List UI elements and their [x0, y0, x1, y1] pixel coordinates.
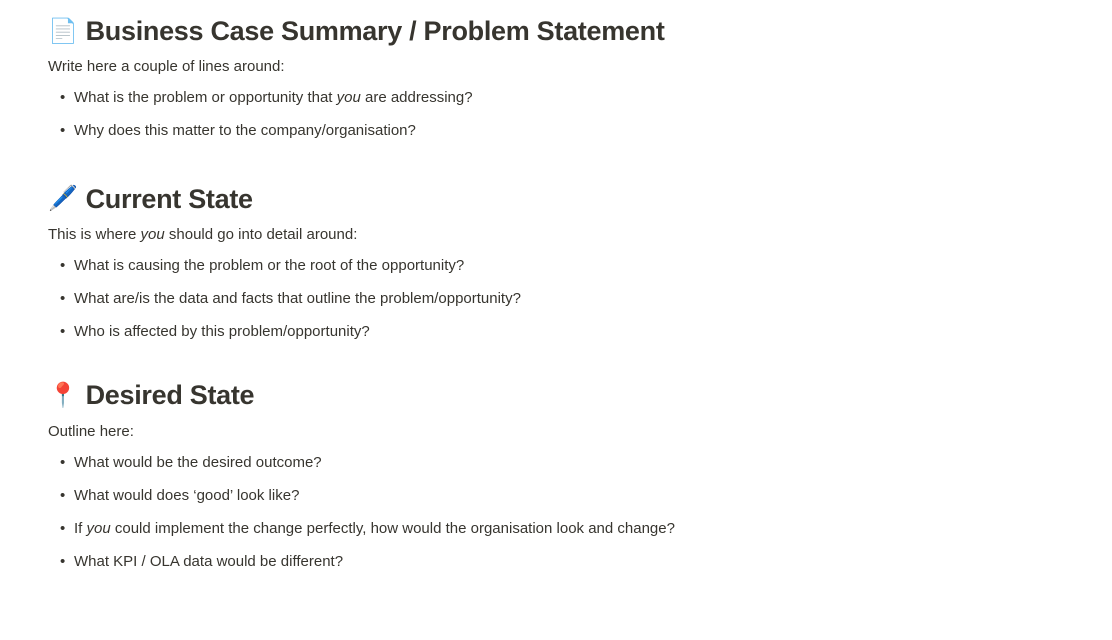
section-heading: [48, 378, 1064, 413]
section-intro: Write here a couple of lines around:: [48, 58, 285, 76]
bullet-list: [48, 446, 1064, 579]
list-item: [74, 282, 1064, 315]
section-heading: [48, 14, 1064, 49]
list-item-text: Who is affected by this problem/opportunity?: [74, 323, 370, 341]
bullet-list: [48, 81, 1064, 148]
bullet-list: [48, 249, 1064, 349]
list-item: [74, 81, 1064, 114]
pen-emoji: 🖊️: [48, 185, 78, 213]
list-item: [74, 315, 1064, 348]
section-business-case-summary: [48, 14, 1064, 148]
section-spacer: [48, 148, 1064, 182]
list-item-text-tail: are addressing?: [360, 89, 473, 107]
list-item-text: What would does ‘good’ look like?: [74, 486, 300, 504]
section-intro-post: should go into detail around:: [164, 225, 358, 243]
list-item-emphasis: you: [86, 520, 111, 538]
round-pushpin-emoji: 📍: [48, 381, 78, 409]
list-item-text: What is the problem or opportunity that: [74, 89, 337, 107]
section-title: Current State: [85, 183, 253, 214]
list-item: [74, 479, 1064, 512]
section-intro-emphasis: you: [140, 225, 165, 243]
list-item-text: What KPI / OLA data would be different?: [74, 553, 344, 571]
list-item: [74, 114, 1064, 147]
list-item-text: Why does this matter to the company/organisation?: [74, 122, 416, 140]
section-heading: [48, 182, 1064, 217]
list-item-emphasis: you: [336, 89, 361, 107]
page-title: Business Case Summary / Problem Statement: [85, 16, 665, 46]
section-current-state: [48, 182, 1064, 349]
section-desired-state: [48, 378, 1064, 578]
list-item-text-tail: could implement the change perfectly, how would the organisation look and change?: [110, 520, 675, 538]
section-intro: [48, 223, 1064, 247]
section-intro: Outline here:: [48, 422, 134, 440]
page-facing-up-emoji: 📄: [48, 17, 78, 45]
section-spacer: [48, 348, 1064, 378]
list-item-text: What is causing the problem or the root of the opportunity?: [74, 256, 465, 274]
list-item-text: What would be the desired outcome?: [74, 453, 322, 471]
list-item: [74, 446, 1064, 479]
list-item: [74, 249, 1064, 282]
section-intro-pre: This is where: [48, 225, 141, 243]
list-item-text: If: [74, 520, 87, 538]
list-item: [74, 545, 1064, 578]
list-item: [74, 512, 1064, 545]
list-item-text: What are/is the data and facts that outline the problem/opportunity?: [74, 289, 521, 307]
section-title: Desired State: [85, 380, 255, 411]
